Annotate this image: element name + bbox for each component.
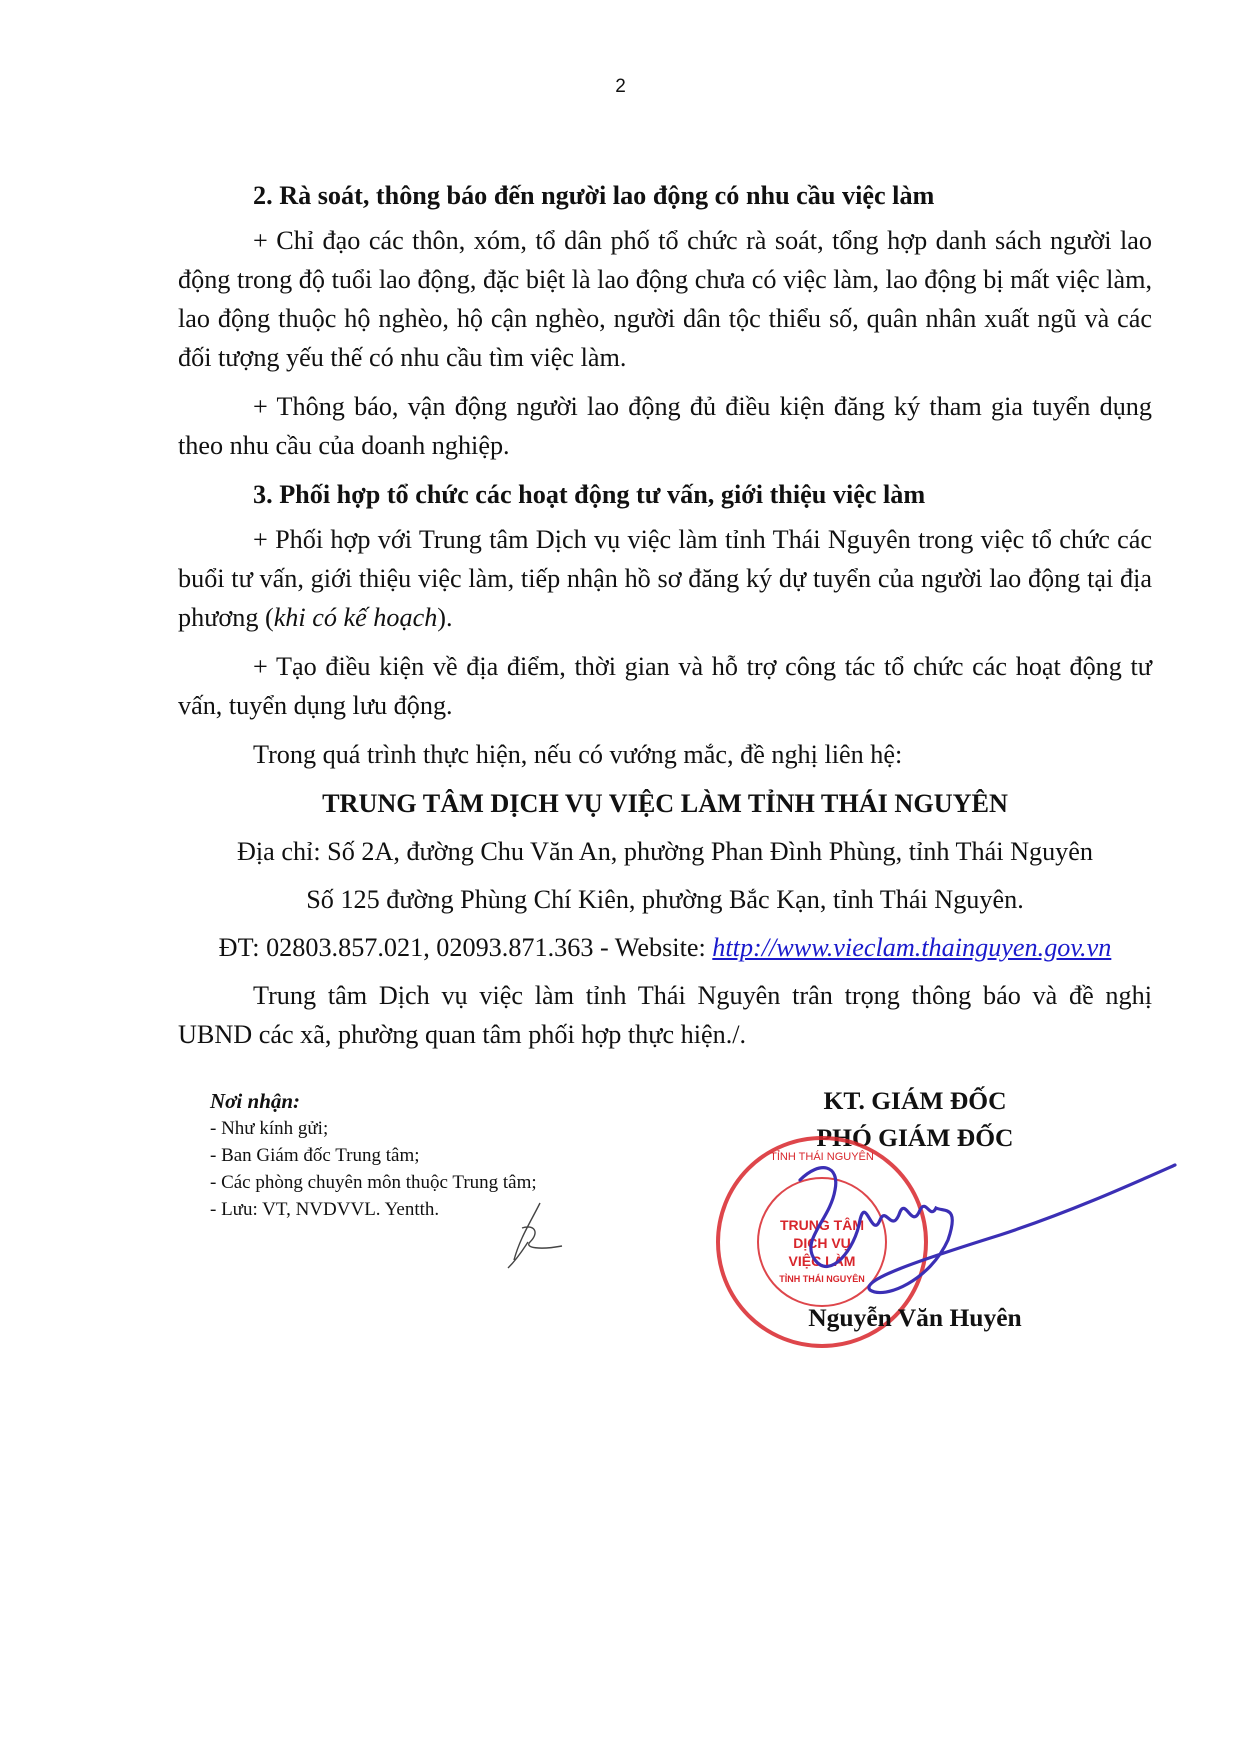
- section-3-heading: 3. Phối hợp tổ chức các hoạt động tư vấn, giới thiệu việc làm: [253, 480, 926, 509]
- signature-title-line-1: KT. GIÁM ĐỐC: [823, 1086, 1007, 1115]
- stamp-line-3: VIỆC LÀM: [788, 1253, 856, 1269]
- recipient-item: - Ban Giám đốc Trung tâm;: [210, 1145, 420, 1166]
- recipients-title: Nơi nhận:: [210, 1089, 301, 1113]
- document-body: [178, 176, 1152, 1064]
- section-2-paragraph-2: + Thông báo, vận động người lao động đủ điều kiện đăng ký tham gia tuyển dụng theo nhu cầu của doanh nghiệp.: [178, 392, 1152, 460]
- org-name: TRUNG TÂM DỊCH VỤ VIỆC LÀM TỈNH THÁI NGUYÊN: [322, 789, 1008, 818]
- section-3-p1-end: ).: [437, 603, 453, 632]
- phone-text: ĐT: 02803.857.021, 02093.871.363 - Website:: [218, 933, 713, 962]
- closing-paragraph: Trung tâm Dịch vụ việc làm tỉnh Thái Nguyên trân trọng thông báo và đề nghị UBND các xã, phường quan tâm phối hợp thực hiện./.: [178, 981, 1152, 1049]
- section-2-paragraph-1: + Chỉ đạo các thôn, xóm, tổ dân phố tổ chức rà soát, tổng hợp danh sách người lao động trong độ tuổi lao động, đặc biệt là lao động chưa có việc làm, lao động bị mất việc làm, lao động thuộc hộ nghèo, hộ cận nghèo, người dân tộc thiểu số, quân nhân xuất ngũ và các đối tượng yếu thế có nhu cầu tìm việc làm.: [178, 226, 1152, 372]
- stamp-line-1: TRUNG TÂM: [780, 1217, 864, 1233]
- website-link[interactable]: http://www.vieclam.thainguyen.gov.vn: [712, 933, 1112, 962]
- section-3-paragraph-1: [178, 520, 1152, 637]
- stamp-line-4: TỈNH THÁI NGUYÊN: [779, 1274, 865, 1284]
- section-3-paragraph-2: + Tạo điều kiện về địa điểm, thời gian và hỗ trợ công tác tổ chức các hoạt động tư vấn, tuyển dụng lưu động.: [178, 652, 1152, 720]
- phone-website-line: [178, 928, 1152, 967]
- signature-title-line-2: PHÓ GIÁM ĐỐC: [816, 1123, 1014, 1152]
- recipients-block: [210, 1088, 537, 1223]
- initial-signature: [500, 1198, 570, 1273]
- recipient-item: - Lưu: VT, NVDVVL. Yentth.: [210, 1199, 440, 1220]
- recipient-item: - Như kính gửi;: [210, 1118, 329, 1139]
- recipient-item: - Các phòng chuyên môn thuộc Trung tâm;: [210, 1172, 537, 1193]
- section-3-p1-text: + Phối hợp với Trung tâm Dịch vụ việc làm tỉnh Thái Nguyên trong việc tổ chức các buổi tư vấn, giới thiệu việc làm, tiếp nhận hồ sơ đăng ký dự tuyển của người lao động tại địa phương (: [178, 525, 1152, 632]
- signer-name: Nguyễn Văn Huyên: [808, 1303, 1022, 1332]
- stamp-ring-text: TỈNH THÁI NGUYÊN: [770, 1151, 874, 1163]
- address-line-1: Địa chỉ: Số 2A, đường Chu Văn An, phường Phan Đình Phùng, tỉnh Thái Nguyên: [236, 837, 1093, 866]
- section-2-heading: 2. Rà soát, thông báo đến người lao động có nhu cầu việc làm: [253, 181, 935, 210]
- stamp-line-2: DỊCH VỤ: [793, 1235, 851, 1251]
- contact-intro: Trong quá trình thực hiện, nếu có vướng mắc, đề nghị liên hệ:: [253, 740, 903, 769]
- address-line-2: Số 125 đường Phùng Chí Kiên, phường Bắc Kạn, tỉnh Thái Nguyên.: [306, 885, 1024, 914]
- page-number: 2: [615, 76, 626, 97]
- section-3-p1-italic: khi có kế hoạch: [273, 603, 438, 632]
